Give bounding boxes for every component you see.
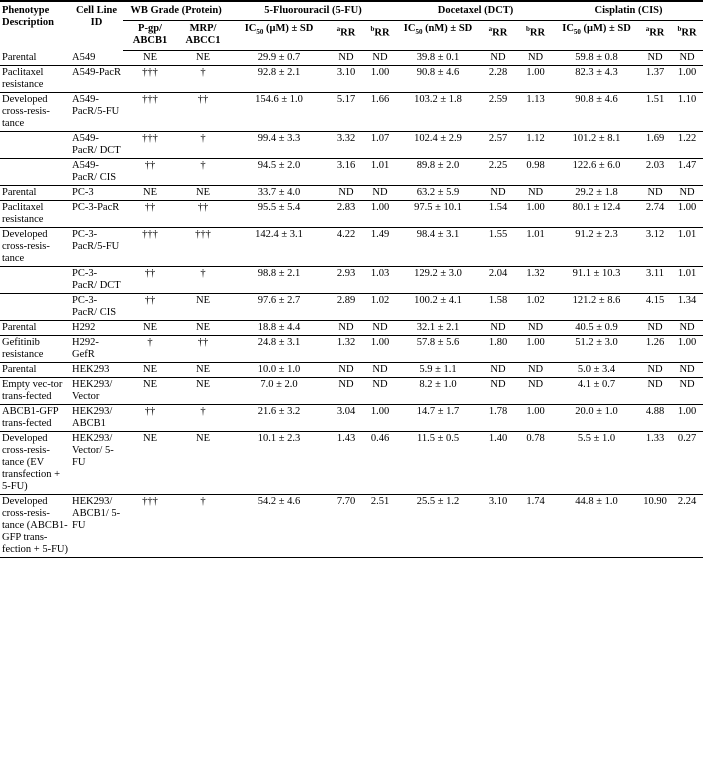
dct-rr-b-cell: 1.00 [517,336,554,363]
phenotype-cell: Developed cross-resis-tance (ABCB1-GFP trans-fection + 5-FU) [0,495,70,558]
cis-rr-b-cell: 1.00 [671,201,703,228]
dct-rr-a-cell: 1.54 [479,201,517,228]
table-row [0,363,703,378]
pgp-cell: †† [123,267,177,294]
dct-ic50-cell: 57.8 ± 5.6 [397,336,479,363]
cis-rr-a-cell: 4.88 [639,405,671,432]
cis-ic50-cell: 40.5 ± 0.9 [554,321,639,336]
cis-rr-a-cell: 2.74 [639,201,671,228]
dct-rr-a-cell: 2.25 [479,159,517,186]
fu-ic50-cell: 97.6 ± 2.7 [229,294,329,321]
header-mrp: MRP/ ABCC1 [177,21,229,51]
cis-rr-a-cell: 1.51 [639,93,671,132]
table-row [0,159,703,186]
fu-ic50-cell: 142.4 ± 3.1 [229,228,329,267]
fu-rr-a-cell: 3.10 [329,66,363,93]
pgp-cell: †† [123,405,177,432]
mrp-cell: NE [177,294,229,321]
header-fu-ic50: $IC_{50}$ (μM) ± SD [229,21,329,51]
cis-rr-b-cell: 1.34 [671,294,703,321]
cis-ic50-cell: 4.1 ± 0.7 [554,378,639,405]
cis-rr-b-cell: 1.22 [671,132,703,159]
dct-rr-a-cell: 2.59 [479,93,517,132]
dct-ic50-cell: 97.5 ± 10.1 [397,201,479,228]
dct-rr-b-cell: ND [517,321,554,336]
phenotype-cell: Empty vec-tor trans-fected [0,378,70,405]
fu-rr-a-cell: ND [329,51,363,66]
cis-rr-b-cell: ND [671,321,703,336]
table-row [0,321,703,336]
pgp-cell: NE [123,51,177,66]
dct-ic50-cell: 32.1 ± 2.1 [397,321,479,336]
dct-rr-a-cell: 3.10 [479,495,517,558]
fu-rr-a-cell: ND [329,321,363,336]
dct-ic50-cell: 102.4 ± 2.9 [397,132,479,159]
cis-rr-b-cell: ND [671,186,703,201]
header-cis-rr-a: $^a$RR [639,21,671,51]
cis-ic50-cell: 90.8 ± 4.6 [554,93,639,132]
phenotype-cell: Gefitinib resistance [0,336,70,363]
fu-rr-b-cell: 1.00 [363,405,397,432]
fu-ic50-cell: 98.8 ± 2.1 [229,267,329,294]
pgp-cell: †† [123,294,177,321]
dct-rr-a-cell: 1.40 [479,432,517,495]
mrp-cell: †† [177,336,229,363]
cis-rr-b-cell: 1.01 [671,267,703,294]
cis-rr-b-cell: ND [671,51,703,66]
dct-ic50-cell: 89.8 ± 2.0 [397,159,479,186]
mrp-cell: NE [177,432,229,495]
header-cis-ic50: $IC_{50}$ (μM) ± SD [554,21,639,51]
phenotype-cell: Parental [0,51,70,66]
dct-rr-b-cell: ND [517,186,554,201]
phenotype-cell: Developed cross-resis-tance [0,228,70,267]
fu-rr-b-cell: ND [363,321,397,336]
cell-line-cell: A549-PacR/5-FU [70,93,123,132]
fu-ic50-cell: 24.8 ± 3.1 [229,336,329,363]
cell-line-cell: PC-3-PacR/5-FU [70,228,123,267]
pgp-cell: NE [123,186,177,201]
header-wb-grade: WB Grade (Protein) [123,1,229,21]
fu-ic50-cell: 99.4 ± 3.3 [229,132,329,159]
dct-rr-b-cell: 1.74 [517,495,554,558]
dct-rr-b-cell: 1.00 [517,66,554,93]
cell-line-cell: HEK293/ Vector/ 5-FU [70,432,123,495]
mrp-cell: †† [177,201,229,228]
cell-line-cell: PC-3-PacR/ CIS [70,294,123,321]
fu-ic50-cell: 10.0 ± 1.0 [229,363,329,378]
fu-ic50-cell: 7.0 ± 2.0 [229,378,329,405]
fu-rr-a-cell: 4.22 [329,228,363,267]
table-row [0,294,703,321]
pgp-cell: †† [123,201,177,228]
cis-rr-a-cell: 1.33 [639,432,671,495]
header-dct-rr-a: $^a$RR [479,21,517,51]
dct-ic50-cell: 100.2 ± 4.1 [397,294,479,321]
mrp-cell: † [177,66,229,93]
fu-rr-a-cell: 1.32 [329,336,363,363]
dct-rr-a-cell: 1.55 [479,228,517,267]
table-row [0,51,703,66]
fu-ic50-cell: 94.5 ± 2.0 [229,159,329,186]
cis-rr-a-cell: 1.69 [639,132,671,159]
mrp-cell: † [177,405,229,432]
fu-rr-b-cell: 1.07 [363,132,397,159]
pgp-cell: ††† [123,66,177,93]
cis-ic50-cell: 5.0 ± 3.4 [554,363,639,378]
dct-rr-b-cell: 1.01 [517,228,554,267]
dct-rr-b-cell: 1.00 [517,201,554,228]
phenotype-cell [0,267,70,294]
fu-rr-a-cell: 1.43 [329,432,363,495]
phenotype-cell: Paclitaxel resistance [0,201,70,228]
header-5fu: 5-Fluorouracil (5-FU) [229,1,397,21]
cell-line-cell: PC-3-PacR/ DCT [70,267,123,294]
dct-ic50-cell: 25.5 ± 1.2 [397,495,479,558]
cis-ic50-cell: 20.0 ± 1.0 [554,405,639,432]
fu-rr-a-cell: ND [329,363,363,378]
cis-rr-b-cell: 1.00 [671,66,703,93]
dct-rr-a-cell: 2.57 [479,132,517,159]
header-docetaxel: Docetaxel (DCT) [397,1,554,21]
cell-line-cell: A549-PacR [70,66,123,93]
cis-ic50-cell: 5.5 ± 1.0 [554,432,639,495]
dct-rr-a-cell: 2.28 [479,66,517,93]
phenotype-cell [0,159,70,186]
phenotype-cell: Developed cross-resis-tance (EV transfection + 5-FU) [0,432,70,495]
mrp-cell: †† [177,93,229,132]
fu-rr-b-cell: 1.00 [363,336,397,363]
table-row [0,432,703,495]
header-fu-rr-a: $^a$RR [329,21,363,51]
pgp-cell: NE [123,321,177,336]
cis-ic50-cell: 121.2 ± 8.6 [554,294,639,321]
cis-rr-a-cell: 10.90 [639,495,671,558]
dct-ic50-cell: 11.5 ± 0.5 [397,432,479,495]
fu-ic50-cell: 92.8 ± 2.1 [229,66,329,93]
table-row [0,201,703,228]
fu-rr-a-cell: 2.83 [329,201,363,228]
dct-ic50-cell: 98.4 ± 3.1 [397,228,479,267]
fu-ic50-cell: 154.6 ± 1.0 [229,93,329,132]
fu-rr-b-cell: 1.01 [363,159,397,186]
cis-rr-a-cell: ND [639,378,671,405]
dct-rr-a-cell: 1.78 [479,405,517,432]
dct-rr-a-cell: ND [479,51,517,66]
cell-line-cell: HEK293 [70,363,123,378]
mrp-cell: NE [177,51,229,66]
dct-ic50-cell: 5.9 ± 1.1 [397,363,479,378]
phenotype-cell: Paclitaxel resistance [0,66,70,93]
table-row [0,405,703,432]
dct-ic50-cell: 39.8 ± 0.1 [397,51,479,66]
phenotype-cell: Parental [0,363,70,378]
mrp-cell: NE [177,378,229,405]
cis-rr-b-cell: 2.24 [671,495,703,558]
dct-rr-b-cell: 1.12 [517,132,554,159]
phenotype-cell: Parental [0,321,70,336]
dct-rr-b-cell: 1.00 [517,405,554,432]
header-pgp: P-gp/ ABCB1 [123,21,177,51]
fu-rr-b-cell: 1.00 [363,201,397,228]
fu-rr-b-cell: 1.03 [363,267,397,294]
dct-rr-a-cell: ND [479,321,517,336]
fu-rr-a-cell: 2.89 [329,294,363,321]
cis-ic50-cell: 91.2 ± 2.3 [554,228,639,267]
cis-ic50-cell: 59.8 ± 0.8 [554,51,639,66]
cell-line-cell: H292 [70,321,123,336]
fu-rr-b-cell: 0.46 [363,432,397,495]
cis-ic50-cell: 122.6 ± 6.0 [554,159,639,186]
table-row [0,186,703,201]
table-row [0,267,703,294]
dct-ic50-cell: 129.2 ± 3.0 [397,267,479,294]
pgp-cell: ††† [123,132,177,159]
pgp-cell: ††† [123,93,177,132]
pgp-cell: NE [123,363,177,378]
pgp-cell: ††† [123,495,177,558]
mrp-cell: ††† [177,228,229,267]
dct-rr-a-cell: 1.58 [479,294,517,321]
cell-line-cell: HEK293/ ABCB1/ 5-FU [70,495,123,558]
cell-line-cell: HEK293/ Vector [70,378,123,405]
fu-ic50-cell: 33.7 ± 4.0 [229,186,329,201]
dct-rr-b-cell: 1.13 [517,93,554,132]
cell-line-cell: A549-PacR/ CIS [70,159,123,186]
cis-rr-a-cell: 2.03 [639,159,671,186]
mrp-cell: NE [177,321,229,336]
fu-rr-a-cell: 3.32 [329,132,363,159]
cis-rr-a-cell: 3.11 [639,267,671,294]
table-row [0,93,703,132]
phenotype-cell [0,132,70,159]
cis-rr-b-cell: 1.00 [671,405,703,432]
table-row [0,378,703,405]
pgp-cell: † [123,336,177,363]
fu-rr-a-cell: 2.93 [329,267,363,294]
pgp-cell: NE [123,432,177,495]
mrp-cell: † [177,159,229,186]
dct-rr-b-cell: ND [517,378,554,405]
fu-rr-b-cell: 1.66 [363,93,397,132]
header-cis-rr-b: $^b$RR [671,21,703,51]
mrp-cell: NE [177,363,229,378]
fu-rr-b-cell: ND [363,363,397,378]
header-phenotype: Phenotype Description [0,1,70,51]
phenotype-cell: Developed cross-resis-tance [0,93,70,132]
header-cell-line: Cell Line ID [70,1,123,51]
pgp-cell: †† [123,159,177,186]
cell-line-cell: HEK293/ ABCB1 [70,405,123,432]
cis-rr-b-cell: 1.47 [671,159,703,186]
header-dct-ic50: $IC_{50}$ (nM) ± SD [397,21,479,51]
mrp-cell: † [177,495,229,558]
fu-ic50-cell: 21.6 ± 3.2 [229,405,329,432]
fu-ic50-cell: 54.2 ± 4.6 [229,495,329,558]
mrp-cell: NE [177,186,229,201]
dct-rr-b-cell: ND [517,363,554,378]
phenotype-cell [0,294,70,321]
fu-rr-b-cell: 2.51 [363,495,397,558]
cis-rr-a-cell: ND [639,363,671,378]
fu-ic50-cell: 10.1 ± 2.3 [229,432,329,495]
mrp-cell: † [177,267,229,294]
cell-line-cell: A549-PacR/ DCT [70,132,123,159]
fu-ic50-cell: 29.9 ± 0.7 [229,51,329,66]
cis-rr-b-cell: 1.00 [671,336,703,363]
cell-line-cell: PC-3-PacR [70,201,123,228]
cell-line-cell: H292-GefR [70,336,123,363]
cell-line-cell: PC-3 [70,186,123,201]
dct-rr-b-cell: ND [517,51,554,66]
dct-rr-a-cell: ND [479,363,517,378]
cis-rr-b-cell: 1.10 [671,93,703,132]
fu-rr-b-cell: ND [363,186,397,201]
fu-rr-b-cell: 1.49 [363,228,397,267]
header-cisplatin: Cisplatin (CIS) [554,1,703,21]
table-row [0,132,703,159]
table-row [0,228,703,267]
cis-rr-a-cell: ND [639,321,671,336]
fu-rr-b-cell: ND [363,378,397,405]
cis-ic50-cell: 82.3 ± 4.3 [554,66,639,93]
fu-rr-a-cell: 3.04 [329,405,363,432]
cis-ic50-cell: 101.2 ± 8.1 [554,132,639,159]
fu-rr-b-cell: ND [363,51,397,66]
dct-rr-a-cell: 1.80 [479,336,517,363]
dct-rr-b-cell: 0.78 [517,432,554,495]
fu-ic50-cell: 95.5 ± 5.4 [229,201,329,228]
cis-rr-a-cell: 1.37 [639,66,671,93]
pgp-cell: NE [123,378,177,405]
header-dct-rr-b: $^b$RR [517,21,554,51]
fu-rr-a-cell: ND [329,186,363,201]
cis-rr-a-cell: 4.15 [639,294,671,321]
phenotype-cell: Parental [0,186,70,201]
fu-ic50-cell: 18.8 ± 4.4 [229,321,329,336]
mrp-cell: † [177,132,229,159]
cis-rr-a-cell: 1.26 [639,336,671,363]
dct-ic50-cell: 90.8 ± 4.6 [397,66,479,93]
dct-ic50-cell: 63.2 ± 5.9 [397,186,479,201]
dct-rr-a-cell: ND [479,186,517,201]
fu-rr-b-cell: 1.00 [363,66,397,93]
cis-rr-a-cell: 3.12 [639,228,671,267]
cis-ic50-cell: 44.8 ± 1.0 [554,495,639,558]
fu-rr-a-cell: ND [329,378,363,405]
dct-rr-a-cell: ND [479,378,517,405]
cis-rr-b-cell: ND [671,363,703,378]
cell-line-cell: A549 [70,51,123,66]
header-fu-rr-b: $^b$RR [363,21,397,51]
fu-rr-a-cell: 7.70 [329,495,363,558]
cis-rr-a-cell: ND [639,51,671,66]
dct-rr-b-cell: 1.02 [517,294,554,321]
dct-ic50-cell: 14.7 ± 1.7 [397,405,479,432]
dct-ic50-cell: 103.2 ± 1.8 [397,93,479,132]
fu-rr-a-cell: 3.16 [329,159,363,186]
cis-rr-b-cell: 1.01 [671,228,703,267]
cis-ic50-cell: 29.2 ± 1.8 [554,186,639,201]
dct-ic50-cell: 8.2 ± 1.0 [397,378,479,405]
dct-rr-b-cell: 1.32 [517,267,554,294]
cis-rr-a-cell: ND [639,186,671,201]
cis-rr-b-cell: ND [671,378,703,405]
phenotype-cell: ABCB1-GFP trans-fected [0,405,70,432]
table-row [0,336,703,363]
cis-ic50-cell: 80.1 ± 12.4 [554,201,639,228]
cis-ic50-cell: 91.1 ± 10.3 [554,267,639,294]
fu-rr-a-cell: 5.17 [329,93,363,132]
cis-rr-b-cell: 0.27 [671,432,703,495]
cis-ic50-cell: 51.2 ± 3.0 [554,336,639,363]
dct-rr-b-cell: 0.98 [517,159,554,186]
table-row [0,495,703,558]
fu-rr-b-cell: 1.02 [363,294,397,321]
table-row [0,66,703,93]
dct-rr-a-cell: 2.04 [479,267,517,294]
pgp-cell: ††† [123,228,177,267]
